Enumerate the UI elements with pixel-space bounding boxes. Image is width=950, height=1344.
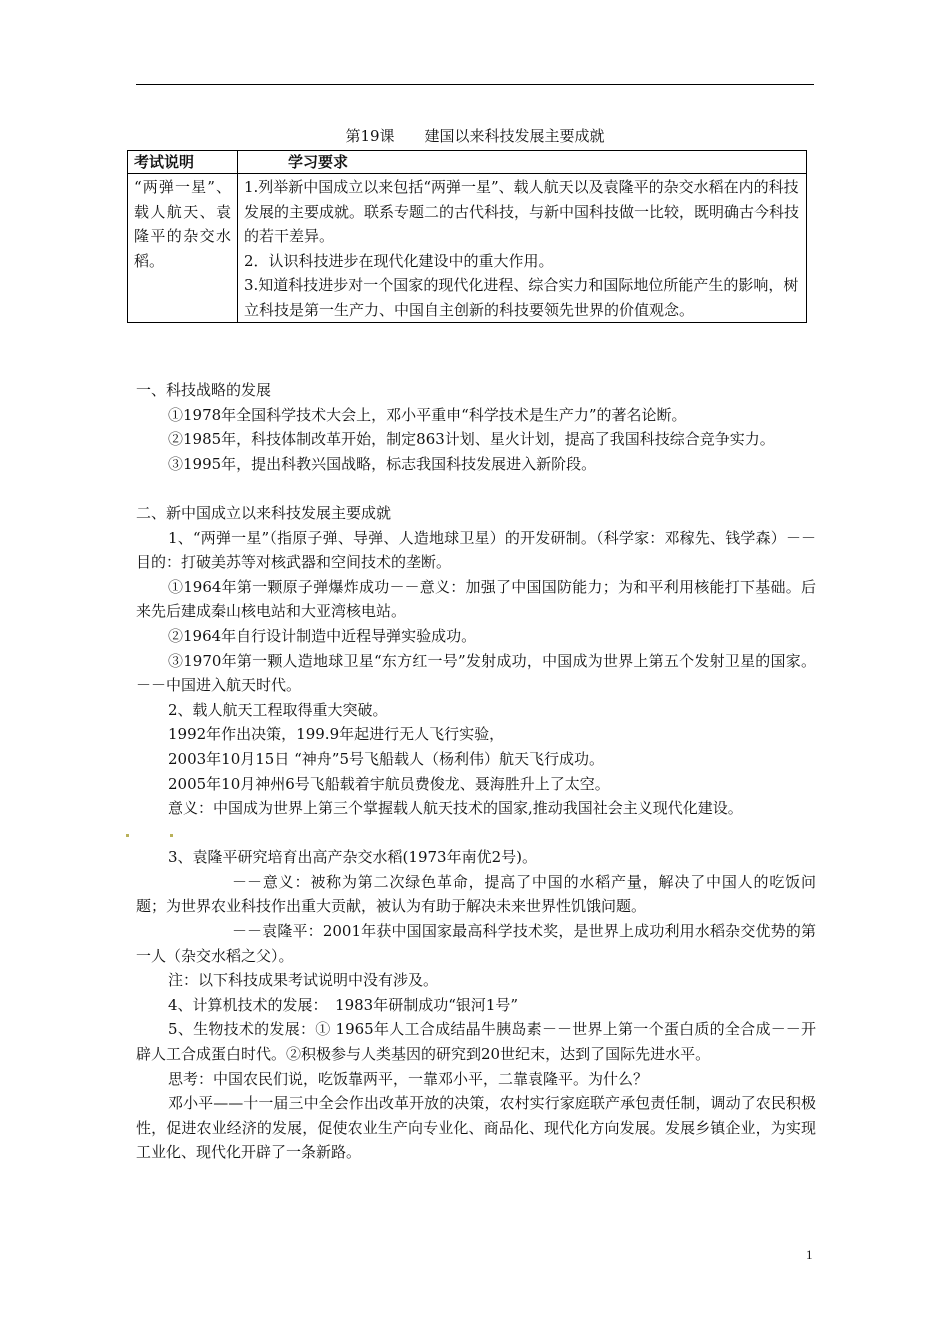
exam-scope-cell: “两弹一星”、载人航天、袁隆平的杂交水稻。	[128, 174, 238, 323]
col-requirements-header: 学习要求	[238, 151, 807, 174]
paragraph: ③1970年第一颗人造地球卫星“东方红一号”发射成功，中国成为世界上第五个发射卫星的国家。－－中国进入航天时代。	[136, 651, 816, 695]
paragraph: 1、“两弹一星”（指原子弹、导弹、人造地球卫星）的开发研制。（科学家：邓稼先、钱学森）－－目的：打破美苏等对核武器和空间技术的垄断。	[136, 528, 816, 572]
paragraph: 4、计算机技术的发展： 1983年研制成功“银河1号”	[168, 995, 519, 1014]
header-rule	[136, 84, 814, 85]
requirements-cell	[238, 174, 807, 323]
paragraph: 思考：中国农民们说，吃饭靠两平，一靠邓小平，二靠袁隆平。为什么？	[168, 1069, 649, 1088]
paragraph: ①1964年第一颗原子弹爆炸成功－－意义：加强了中国国防能力；为和平利用核能打下基础。后来先后建成秦山核电站和大亚湾核电站。	[136, 577, 816, 621]
section2-heading: 二、新中国成立以来科技发展主要成就	[136, 503, 392, 522]
paragraph: 2003年10月15日 “神舟”5号飞船载人（杨利伟）航天飞行成功。	[168, 749, 604, 768]
table-header-row	[128, 151, 807, 174]
col-exam-header: 考试说明	[128, 151, 238, 174]
requirement-item: 1.列举新中国成立以来包括“两弹一星”、载人航天以及袁隆平的杂交水稻在内的科技发展的主要成就。联系专题二的古代科技，与新中国科技做一比较，既明确古今科技的若干差异。	[244, 178, 800, 245]
paragraph: －－袁隆平：2001年获中国国家最高科学技术奖，是世界上成功利用水稻杂交优势的第一人（杂交水稻之父）。	[136, 922, 816, 965]
table-row	[128, 174, 807, 323]
lesson-title: 第19课 建国以来科技发展主要成就	[345, 127, 605, 145]
page-number: 1	[806, 1247, 813, 1262]
paragraph: 5、生物技术的发展：① 1965年人工合成结晶牛胰岛素－－世界上第一个蛋白质的全合成－－开辟人工合成蛋白时代。②积极参与人类基因的研究到20世纪末，达到了国际先进水平。	[136, 1020, 816, 1064]
paragraph: ②1964年自行设计制造中近程导弹实验成功。	[168, 626, 477, 645]
paragraph: 意义：中国成为世界上第三个掌握载人航天技术的国家,推动我国社会主义现代化建设。	[168, 799, 743, 818]
requirement-item: 3.知道科技进步对一个国家的现代化进程、综合实力和国际地位所能产生的影响，树立科技是第一生产力、中国自主创新的科技要领先世界的价值观念。	[244, 276, 799, 319]
section1-heading: 一、科技战略的发展	[136, 381, 272, 399]
requirements-table	[127, 150, 807, 323]
section1-item: ②1985年，科技体制改革开始，制定863计划、星火计划，提高了我国科技综合竞争实力。	[168, 430, 775, 449]
document-body	[136, 378, 816, 1165]
requirement-item: 2．认识科技进步在现代化建设中的重大作用。	[244, 251, 554, 270]
paragraph: 2005年10月神州6号飞船载着宇航员费俊龙、聂海胜升上了太空。	[168, 774, 610, 793]
paragraph: 2、载人航天工程取得重大突破。	[168, 700, 388, 719]
paragraph: 1992年作出决策，199.9年起进行无人飞行实验，	[168, 725, 505, 744]
marker-dots	[136, 821, 816, 846]
paragraph: 注：以下科技成果考试说明中没有涉及。	[168, 971, 439, 990]
paragraph: 邓小平——十一届三中全会作出改革开放的决策，农村实行家庭联产承包责任制，调动了农民积极性，促进农业经济的发展，促使农业生产向专业化、商品化、现代化方向发展。发展乡镇企业，为实现工业化、现代化开辟了一条新路。	[136, 1094, 816, 1162]
section1-item: ①1978年全国科学技术大会上，邓小平重申“科学技术是生产力”的著名论断。	[168, 405, 687, 424]
paragraph: 3、袁隆平研究培育出高产杂交水稻(1973年南优2号)。	[168, 848, 537, 867]
section1-item: ③1995年，提出科教兴国战略，标志我国科技发展进入新阶段。	[168, 454, 597, 473]
paragraph: －－意义：被称为第二次绿色革命，提高了中国的水稻产量，解决了中国人的吃饭问题；为世界农业科技作出重大贡献，被认为有助于解决未来世界性饥饿问题。	[136, 872, 816, 916]
